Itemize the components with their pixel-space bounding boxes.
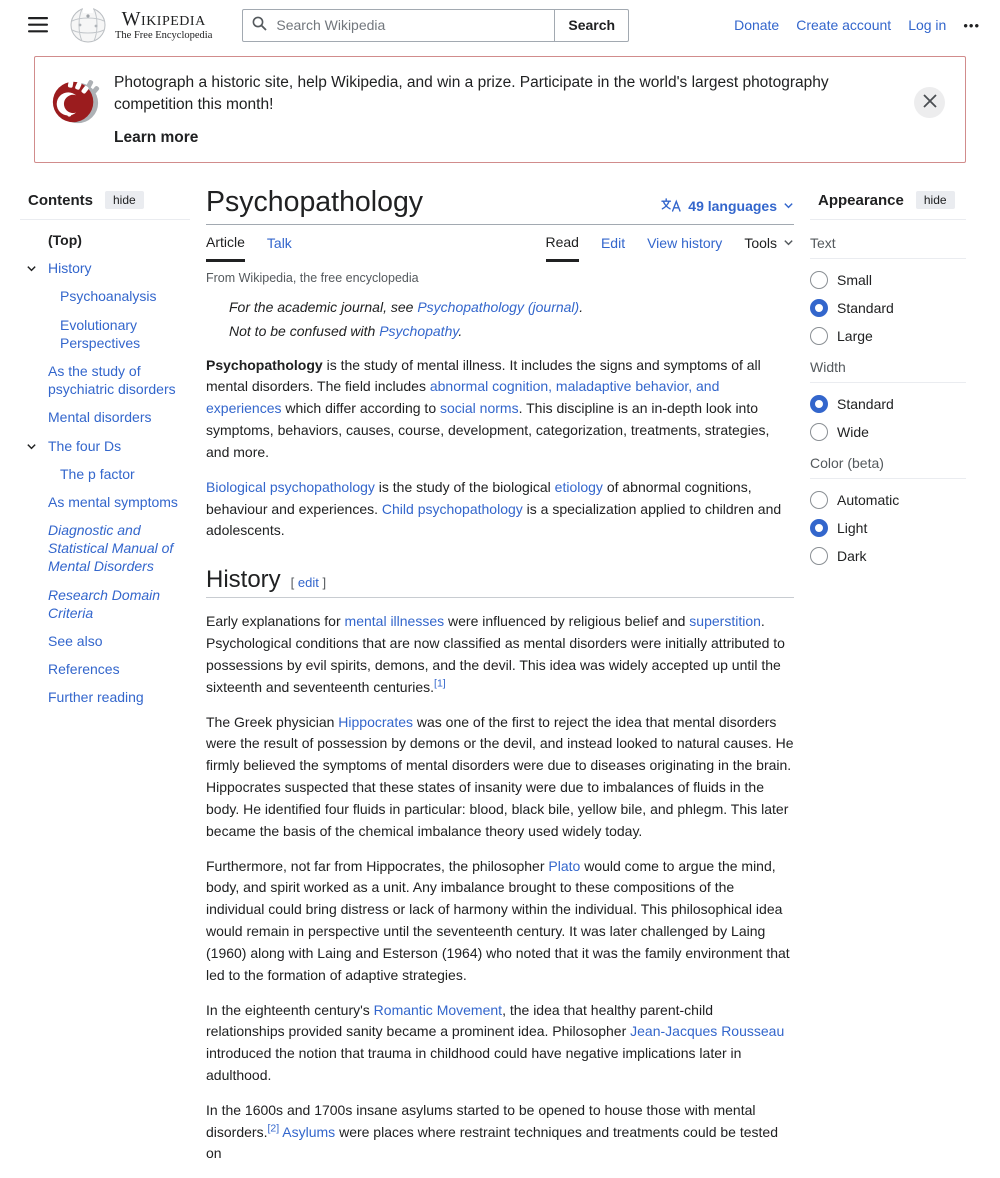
radio-button-icon[interactable] [810,547,828,565]
radio-option-label: Light [837,520,868,536]
log-in-link[interactable]: Log in [908,17,947,33]
appearance-sidebar [810,183,966,1178]
color-beta-dark-radio-option[interactable] [810,542,966,570]
article-paragraph: Biological psychopathology is the study of the biological etiology of abnormal cognitions, behaviour and experiences. Child psychopathology is a specialization applied to children and adolescents. [206,478,782,539]
reference-link[interactable]: [2] [267,1121,280,1134]
tools-menu-button[interactable] [744,225,794,262]
appearance-group-label-width: Width [810,350,966,383]
toc-item-the-four-ds[interactable] [20,432,190,460]
article-link[interactable]: superstition [689,613,761,630]
article-content [206,183,794,1178]
color-beta-automatic-radio-option[interactable] [810,486,966,514]
edit-section-link[interactable]: [ edit ] [290,575,327,591]
toc-item-label: As the study of psychiatric disorders [48,362,176,398]
article-paragraph: Early explanations for mental illnesses were influenced by religious belief and superstition. Psychological conditions that are now classified as mental disorders were initially attributed to possessions by evil spirits, demons, and the devil. This idea was widely accepted up until the sixteenth and seventeenth centuries.[1] [206,613,785,695]
hatnote: Not to be confused with Psychopathy. [229,322,463,339]
banner-close-button[interactable] [914,87,945,118]
chevron-down-icon[interactable] [26,260,37,278]
appearance-title: Appearance [818,191,904,209]
toc-item-evolutionary-perspectives[interactable] [20,311,190,357]
create-account-link[interactable]: Create account [796,17,892,33]
article-tab-bar [206,225,794,262]
article-link[interactable]: etiology [554,478,603,495]
chevron-down-icon[interactable] [26,438,37,456]
article-paragraph: In the 1600s and 1700s insane asylums started to be opened to house those with mental disorders.[2] Asylums were places where restraint techniques and treatments could be tested on [206,1101,778,1162]
header-user-links [734,17,980,33]
toc-item-label: Research Domain Criteria [48,586,161,621]
radio-button-icon[interactable] [810,327,828,345]
text-standard-radio-option[interactable] [810,294,966,322]
radio-button-icon[interactable] [810,395,828,413]
wiki-loves-monuments-logo [49,76,101,128]
radio-option-label: Standard [837,396,894,412]
toc-item-label: Diagnostic and Statistical Manual of Mental Disorders [48,522,174,575]
radio-button-icon[interactable] [810,271,828,289]
tab-spacer [314,225,546,262]
toc-item-the-p-factor[interactable] [20,460,190,488]
search-input[interactable] [274,16,545,34]
radio-button-icon[interactable] [810,423,828,441]
article-link[interactable]: mental illnesses [344,613,445,630]
toc-item-references[interactable] [20,655,190,683]
tab-talk[interactable]: Talk [266,235,292,252]
reference-link[interactable]: [1] [434,677,446,690]
article-link[interactable]: Jean-Jacques Rousseau [630,1023,785,1040]
banner-message-block [114,72,895,149]
article-paragraph: The Greek physician Hippocrates was one of the first to reject the idea that mental disorders were the result of possession by demons or the devil, and instead looked to natural causes. He firmly believed the symptoms of mental disorders were due to diseases originating in the brain. Hippocrates suspected that these states of insanity were due to imbalances of fluids in the body. He identified four fluids in particular: blood, black bile, yellow bile, and phlegm. This later became the basis of the chemical imbalance theory used widely today. [206,713,794,839]
magnifier-icon [252,16,267,34]
close-icon [923,94,937,111]
toc-item-label: References [48,661,120,678]
top-header [0,0,1000,50]
banner-message: Photograph a historic site, help Wikipedia, and win a prize. Participate in the world's largest photography competition this month! [114,74,829,113]
width-wide-radio-option[interactable] [810,418,966,446]
article-link[interactable]: Child psychopathology [381,500,523,517]
contents-sidebar [20,183,190,1178]
chevron-down-icon [783,235,794,251]
language-selector-button[interactable] [661,198,794,223]
appearance-header [810,183,966,220]
hide-contents-button[interactable]: hide [105,191,144,209]
radio-option-label: Small [837,272,873,288]
toc-item-label: Further reading [48,689,144,706]
width-standard-radio-option[interactable] [810,390,966,418]
search-box[interactable] [242,9,555,42]
toc-item-research-domain-criteria[interactable] [20,581,190,627]
article-paragraph: In the eighteenth century's Romantic Movement, the idea that healthy parent-child relationships provided sanity became a prominent idea. Philosopher Jean-Jacques Rousseau introduced the notion that trauma in childhood could have negative implications later in adulthood. [206,1001,785,1083]
article-title-row [206,185,794,225]
more-options-icon[interactable]: ••• [963,17,980,33]
article-link[interactable]: Psychopathy [379,322,459,339]
donate-link[interactable]: Donate [734,17,780,33]
article-paragraph: Furthermore, not far from Hippocrates, the philosopher Plato would come to argue the mind, body, and spirit worked as a unit. Any imbalance brought to these compositions of the individual could bring distress or lack of harmony within the individual. This philosophical idea would remain in perspective until the seventeenth century. It was later challenged by Laing (1960) along with Laing and Esterson (1964) who noted that it was the family environment that led to the formation of adaptive strategies. [206,857,790,983]
tab-view-history[interactable]: View history [647,235,723,252]
color-beta-light-radio-option[interactable] [810,514,966,542]
tab-read[interactable]: Read [546,225,579,262]
toc-item-label: Mental disorders [48,409,152,426]
learn-more-link[interactable]: Learn more [114,129,199,146]
appearance-groups [810,226,966,570]
article-link[interactable]: Hippocrates [338,713,413,730]
tools-label: Tools [744,235,777,252]
toc-item-see-also[interactable] [20,627,190,655]
toc-item-history[interactable] [20,254,190,282]
article-link[interactable]: social norms [440,400,519,417]
page-title: Psychopathology [206,186,424,218]
toc-item-as-the-study-of-psychiatric-disorders[interactable] [20,357,190,403]
radio-option-label: Wide [837,424,869,440]
contents-list [20,226,190,712]
toc-item-mental-disorders[interactable] [20,403,190,431]
main-layout [0,179,1000,1178]
radio-option-label: Automatic [837,492,900,508]
tab-article[interactable]: Article [206,225,245,262]
site-subtitle: From Wikipedia, the free encyclopedia [206,270,419,285]
fundraising-campaign-banner [34,56,966,163]
toc-item-further-reading[interactable] [20,683,190,711]
toc-item-as-mental-symptoms[interactable] [20,488,190,516]
search-button[interactable]: Search [554,9,629,42]
wikipedia-globe-icon [68,4,108,47]
toc-item-psychoanalysis[interactable] [20,282,190,310]
wikipedia-logo[interactable] [68,4,212,47]
logo-title: Wikipedia [121,7,206,30]
language-count-label: 49 languages [688,198,777,215]
chevron-down-icon [783,198,794,214]
toc-item-label: (Top) [48,232,82,248]
radio-option-label: Standard [837,300,894,316]
radio-option-label: Large [837,328,873,344]
section-body [206,611,794,1165]
toc-item-label: Psychoanalysis [60,288,157,305]
hide-appearance-button[interactable]: hide [916,191,955,209]
appearance-group-label-color-beta: Color (beta) [810,446,966,479]
article-link[interactable]: Psychopathology (journal) [417,298,580,315]
toc-item-label: The four Ds [48,437,122,454]
translate-icon [661,198,682,215]
text-small-radio-option[interactable] [810,266,966,294]
search-area [242,9,629,42]
section-heading-row [206,566,794,598]
article-link[interactable]: Asylums [282,1123,336,1140]
radio-button-icon[interactable] [810,491,828,509]
hatnote: For the academic journal, see Psychopathology (journal). [229,298,584,315]
radio-button-icon[interactable] [810,299,828,317]
toc-item-label: History [48,260,92,277]
radio-button-icon[interactable] [810,519,828,537]
article-link[interactable]: Plato [548,857,581,874]
article-link[interactable]: Romantic Movement [373,1001,503,1018]
article-link[interactable]: Biological psychopathology [206,478,375,495]
contents-title: Contents [28,191,93,209]
tab-edit[interactable]: Edit [600,235,626,252]
toc-item-label: Evolutionary Perspectives [60,316,141,351]
hamburger-menu-icon[interactable] [28,14,50,36]
article-paragraph: Psychopathology is the study of mental illness. It includes the signs and symptoms of all mental disorders. The field includes abnormal cognition, maladaptive behavior, and experiences which differ according to social norms. This discipline is an in-depth look into symptoms, behaviors, causes, course, development, categorization, treatments, strategies, and more. [206,356,770,460]
toc-item-top[interactable] [20,226,190,254]
toc-item-diagnostic-and-statistical-manual-of-mental-disorders[interactable] [20,516,190,581]
appearance-group-label-text: Text [810,226,966,259]
text-large-radio-option[interactable] [810,322,966,350]
article-link[interactable]: abnormal cognition, maladaptive behavior, and experiences [206,378,720,417]
radio-option-label: Dark [837,548,867,564]
logo-tagline: The Free Encyclopedia [115,29,213,41]
toc-item-label: See also [48,633,103,649]
toc-item-label: The p factor [60,465,135,482]
toc-item-label: As mental symptoms [48,493,178,510]
contents-header [20,183,190,220]
section-heading: History [206,566,281,594]
wikipedia-wordmark [115,9,212,41]
